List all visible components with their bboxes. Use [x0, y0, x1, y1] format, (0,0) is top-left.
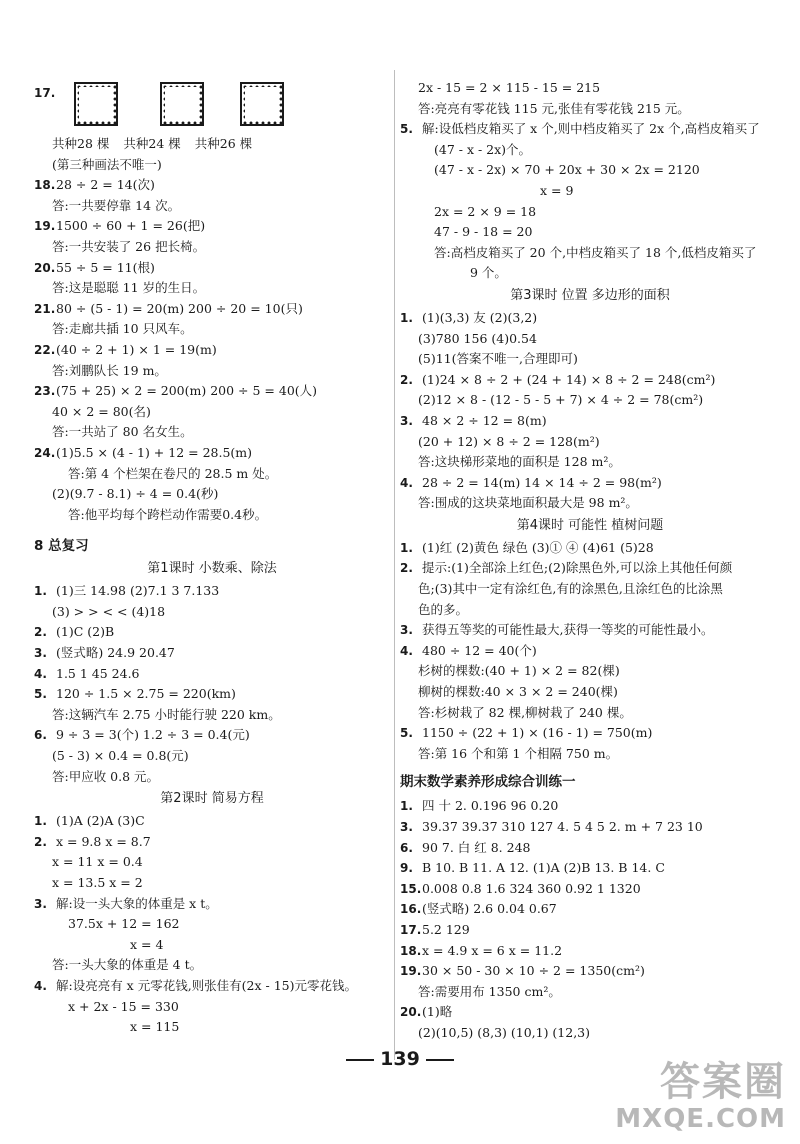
answer-line — [34, 684, 390, 705]
answer-line — [34, 705, 390, 726]
answer-text: (3)780 156 (4)0.54 — [418, 330, 537, 346]
answer-text: (1)略 — [422, 1004, 453, 1020]
answer-text: B 10. B 11. A 12. (1)A (2)B 13. B 14. C — [422, 860, 665, 876]
answer-text: 答:这是聪聪 11 岁的生日。 — [52, 280, 206, 296]
answer-line — [400, 370, 780, 391]
answer-line — [400, 620, 780, 641]
answer-text: (47 - x - 2x) × 70 + 20x + 30 × 2x = 2120 — [434, 162, 700, 178]
question-number: 5. — [34, 687, 47, 702]
tree-square-figure — [160, 82, 204, 126]
answer-line — [400, 899, 780, 920]
answer-text: 答:高档皮箱买了 20 个,中档皮箱买了 18 个,低档皮箱买了 — [434, 244, 757, 260]
answer-line — [34, 196, 390, 217]
answer-text: (40 ÷ 2 + 1) × 1 = 19(m) — [56, 341, 217, 357]
watermark-text: 答案圈 — [660, 1059, 786, 1105]
watermark-logo — [615, 1060, 786, 1134]
answer-line — [400, 579, 780, 600]
answer-text: (1)C (2)B — [56, 624, 115, 640]
answer-text: 答:杉树栽了 82 棵,柳树栽了 240 棵。 — [418, 704, 632, 720]
answer-line — [400, 78, 780, 99]
answer-line — [34, 361, 390, 382]
answer-line — [34, 1017, 390, 1038]
answer-text: x = 11 x = 0.4 — [52, 854, 143, 870]
answer-line — [34, 602, 390, 623]
answer-line — [400, 538, 780, 559]
answer-text: 40 × 2 = 80(名) — [52, 403, 151, 419]
answer-text: x = 4 — [130, 936, 164, 952]
question-number: 15. — [400, 881, 422, 896]
answer-line — [34, 237, 390, 258]
answer-line — [400, 243, 780, 264]
answer-text: 37.5x + 12 = 162 — [68, 916, 180, 932]
answer-line — [400, 349, 780, 370]
question-number: 3. — [400, 413, 413, 428]
question-number: 18. — [400, 943, 422, 958]
answer-line — [400, 390, 780, 411]
answer-text: 答:这块梯形菜地的面积是 128 m²。 — [418, 454, 621, 470]
answer-text: 2x = 2 × 9 = 18 — [434, 203, 537, 219]
answer-text: (1)24 × 8 ÷ 2 + (24 + 14) × 8 ÷ 2 = 248(cm²) — [422, 371, 716, 387]
answer-line — [400, 982, 780, 1003]
question-number: 6. — [34, 728, 47, 743]
question-number: 6. — [400, 840, 413, 855]
answer-line — [400, 558, 780, 579]
answer-text: (20 + 12) × 8 ÷ 2 = 128(m²) — [418, 433, 600, 449]
answer-line — [34, 216, 390, 237]
question-number: 2. — [400, 372, 413, 387]
answer-text: 答:刘鹏队长 19 m。 — [52, 362, 167, 378]
answer-line — [400, 858, 780, 879]
lesson-title: 第4课时 可能性 植树问题 — [516, 517, 664, 533]
question-number: 1. — [400, 310, 413, 325]
answer-line — [400, 99, 780, 120]
answer-text: 答:一共站了 80 名女生。 — [52, 424, 193, 440]
answer-text: (5 - 3) × 0.4 = 0.8(元) — [52, 748, 189, 764]
answer-line — [34, 622, 390, 643]
answer-line — [34, 935, 390, 956]
answer-text: 获得五等奖的可能性最大,获得一等奖的可能性最小。 — [422, 622, 714, 638]
answer-line — [400, 879, 780, 900]
answer-line — [400, 181, 780, 202]
question-number: 17. — [34, 86, 56, 100]
answer-text: 答:需要用布 1350 cm²。 — [418, 983, 561, 999]
answer-line — [34, 443, 390, 464]
answer-line — [400, 641, 780, 662]
answer-line — [400, 452, 780, 473]
q17-tree-counts — [34, 134, 390, 155]
question-number: 3. — [400, 820, 413, 834]
answer-line — [34, 402, 390, 423]
answer-line — [34, 811, 390, 832]
answer-line — [400, 263, 780, 284]
question-number: 1. — [400, 540, 413, 555]
answer-line — [400, 119, 780, 140]
answer-text: 答:一共要停靠 14 次。 — [52, 197, 181, 213]
question-number: 18. — [34, 178, 56, 193]
question-number: 3. — [34, 896, 47, 911]
tree-square-figure — [240, 82, 284, 126]
answer-text: (47 - x - 2x)个。 — [434, 141, 532, 157]
watermark-url: MXQE.COM — [615, 1104, 786, 1134]
answer-line — [400, 817, 780, 838]
right-answers-d — [400, 796, 780, 1043]
answer-text: 提示:(1)全部涂上红色;(2)除黑色外,可以涂上其他任何颜 — [422, 560, 733, 576]
answer-line — [34, 381, 390, 402]
answer-line — [400, 838, 780, 859]
answer-line — [400, 1002, 780, 1023]
question-number: 5. — [400, 726, 413, 741]
exam-title: 期末数学素养形成综合训练一 — [400, 774, 576, 791]
answer-line — [400, 682, 780, 703]
answer-line — [34, 894, 390, 915]
question-number: 21. — [34, 301, 56, 316]
question-number: 23. — [34, 384, 56, 399]
answer-text: 30 × 50 - 30 × 10 ÷ 2 = 1350(cm²) — [422, 963, 645, 979]
answer-line — [400, 411, 780, 432]
answer-line — [400, 432, 780, 453]
question-number: 20. — [400, 1005, 422, 1020]
answer-line — [400, 941, 780, 962]
page-number: 139 — [0, 1048, 800, 1070]
answer-text: (2)(10,5) (8,3) (10,1) (12,3) — [418, 1024, 591, 1040]
answer-text: x = 9 — [540, 182, 574, 198]
answer-line — [400, 202, 780, 223]
answer-line — [34, 873, 390, 894]
answer-line — [34, 664, 390, 685]
section-title: 8 总复习 — [34, 538, 89, 555]
answer-text: 答:第 16 个和第 1 个相隔 750 m。 — [418, 745, 619, 761]
answer-line — [34, 464, 390, 485]
answer-text: 1500 ÷ 60 + 1 = 26(把) — [56, 218, 206, 234]
answer-line — [400, 920, 780, 941]
answer-text: 28 ÷ 2 = 14(次) — [56, 177, 155, 193]
question-number: 4. — [34, 666, 47, 681]
column-divider — [394, 70, 395, 1060]
answer-line — [400, 723, 780, 744]
question-number: 4. — [400, 643, 413, 658]
question-number: 9. — [400, 861, 413, 876]
answer-text: 答:第 4 个栏架在卷尺的 28.5 m 处。 — [68, 465, 278, 481]
answer-text: 答:围成的这块菜地面积最大是 98 m²。 — [418, 495, 638, 511]
answer-line — [400, 493, 780, 514]
answer-text: 47 - 9 - 18 = 20 — [434, 224, 533, 240]
answer-line — [34, 997, 390, 1018]
question-number: 2. — [34, 834, 47, 849]
answer-text: 答:亮亮有零花钱 115 元,张佳有零花钱 215 元。 — [418, 100, 690, 116]
answer-text: (1)5.5 × (4 - 1) + 12 = 28.5(m) — [56, 444, 253, 460]
answer-line — [34, 832, 390, 853]
answer-text: 5.2 129 — [422, 921, 470, 937]
answer-text: 1.5 1 45 24.6 — [56, 665, 140, 681]
left-answers-b — [34, 581, 390, 787]
answer-text: 答:他平均每个跨栏动作需要0.4秒。 — [68, 506, 268, 522]
tree-square-figure — [74, 82, 118, 126]
left-answers-c — [34, 811, 390, 1038]
answer-line — [400, 329, 780, 350]
question-number: 22. — [34, 342, 56, 357]
question-number: 24. — [34, 445, 56, 460]
answer-text: 答:甲应收 0.8 元。 — [52, 768, 160, 784]
answer-text: 55 ÷ 5 = 11(根) — [56, 259, 155, 275]
answer-line — [400, 308, 780, 329]
answer-text: (5)11(答案不唯一,合理即可) — [418, 351, 578, 367]
answer-text: 答:这辆汽车 2.75 小时能行驶 220 km。 — [52, 706, 281, 722]
q17-figures — [34, 78, 390, 134]
answer-text: x = 9.8 x = 8.7 — [56, 833, 151, 849]
answer-text: 色;(3)其中一定有涂红色,有的涂黑色,且涂红色的比涂黑 — [418, 581, 723, 597]
answer-line — [34, 258, 390, 279]
answer-text: 色的多。 — [418, 601, 469, 617]
answer-text: 解:设亮亮有 x 元零花钱,则张佳有(2x - 15)元零花钱。 — [56, 977, 358, 993]
question-number: 4. — [400, 475, 413, 490]
answer-text: 9 个。 — [470, 265, 507, 281]
answer-text: (75 + 25) × 2 = 200(m) 200 ÷ 5 = 40(人) — [56, 383, 318, 399]
answer-line — [400, 473, 780, 494]
answer-line — [34, 725, 390, 746]
answer-line — [34, 340, 390, 361]
answer-text: (竖式略) 24.9 20.47 — [56, 645, 175, 661]
answer-text: 杉树的棵数:(40 + 1) × 2 = 82(棵) — [418, 663, 620, 679]
answer-line — [34, 278, 390, 299]
question-number: 4. — [34, 978, 47, 993]
question-number: 20. — [34, 260, 56, 275]
answer-line — [34, 914, 390, 935]
answer-line — [34, 505, 390, 526]
answer-text: (1)红 (2)黄色 绿色 (3)① ④ (4)61 (5)28 — [422, 539, 654, 555]
answer-text: (2)(9.7 - 8.1) ÷ 4 = 0.4(秒) — [52, 486, 219, 502]
answer-text: (1)三 14.98 (2)7.1 3 7.133 — [56, 583, 220, 599]
answer-text: x = 13.5 x = 2 — [52, 875, 143, 890]
answer-line — [400, 961, 780, 982]
answer-line — [34, 746, 390, 767]
answer-line — [400, 160, 780, 181]
answer-line — [34, 422, 390, 443]
answer-text: x + 2x - 15 = 330 — [68, 998, 179, 1014]
answer-line — [34, 976, 390, 997]
answer-line — [34, 175, 390, 196]
answer-text: 9 ÷ 3 = 3(个) 1.2 ÷ 3 = 0.4(元) — [56, 727, 250, 743]
answer-text: 28 ÷ 2 = 14(m) 14 × 14 ÷ 2 = 98(m²) — [422, 474, 662, 490]
answer-text: (竖式略) 2.6 0.04 0.67 — [422, 901, 557, 917]
answer-text: 2x - 15 = 2 × 115 - 15 = 215 — [418, 80, 601, 95]
answer-text: 解:设一头大象的体重是 x t。 — [56, 895, 218, 911]
tree-count: 共种26 棵 — [194, 136, 253, 151]
answer-text: (2)12 × 8 - (12 - 5 - 5 + 7) × 4 ÷ 2 = 78(cm²) — [418, 392, 704, 408]
question-number: 17. — [400, 922, 422, 937]
answer-line — [34, 852, 390, 873]
answer-line — [34, 299, 390, 320]
answer-text: 答:一共安装了 26 把长椅。 — [52, 238, 206, 254]
answer-text: (3) > > < < (4)18 — [52, 603, 166, 619]
right-column — [400, 78, 780, 1044]
answer-text: 0.008 0.8 1.6 324 360 0.92 1 1320 — [422, 880, 641, 896]
answer-text: 90 7. 白 红 8. 248 — [422, 839, 531, 855]
right-answers-a — [400, 78, 780, 284]
answer-line — [400, 703, 780, 724]
answer-line — [34, 484, 390, 505]
tree-count: 共种28 棵 — [52, 136, 110, 151]
answer-text: x = 115 — [130, 1019, 180, 1035]
answer-line — [34, 581, 390, 602]
question-number: 16. — [400, 902, 422, 917]
right-answers-c — [400, 538, 780, 765]
answer-line — [34, 955, 390, 976]
question-number: 2. — [34, 625, 47, 640]
right-answers-b — [400, 308, 780, 514]
answer-text: 480 ÷ 12 = 40(个) — [422, 642, 537, 658]
question-number: 5. — [400, 122, 413, 137]
answer-text: 120 ÷ 1.5 × 2.75 = 220(km) — [56, 686, 236, 702]
answer-text: 解:设低档皮箱买了 x 个,则中档皮箱买了 2x 个,高档皮箱买了 — [422, 121, 760, 137]
answer-text: 四 十 2. 0.196 96 0.20 — [422, 798, 559, 814]
answer-line — [34, 319, 390, 340]
answer-text: 39.37 39.37 310 127 4. 5 4 5 2. m + 7 23 10 — [422, 819, 703, 834]
answer-line — [400, 661, 780, 682]
answer-text: 答:一头大象的体重是 4 t。 — [52, 957, 203, 973]
answer-text: 48 × 2 ÷ 12 = 8(m) — [422, 412, 547, 428]
lesson-title: 第3课时 位置 多边形的面积 — [510, 287, 670, 303]
answer-line — [400, 140, 780, 161]
question-number: 3. — [34, 646, 47, 661]
answer-line — [34, 767, 390, 788]
question-number: 19. — [400, 964, 422, 979]
answer-line — [400, 222, 780, 243]
answer-line — [400, 600, 780, 621]
answer-text: (1)A (2)A (3)C — [56, 813, 145, 829]
lesson-title: 第2课时 简易方程 — [160, 791, 264, 807]
answer-line — [400, 1023, 780, 1044]
question-number: 1. — [400, 799, 413, 814]
answer-text: 1150 ÷ (22 + 1) × (16 - 1) = 750(m) — [422, 725, 653, 741]
answer-text: 柳树的棵数:40 × 3 × 2 = 240(棵) — [418, 684, 618, 700]
left-column — [34, 78, 390, 1038]
answer-text: (1)(3,3) 友 (2)(3,2) — [422, 309, 538, 325]
lesson-title: 第1课时 小数乘、除法 — [147, 561, 277, 577]
question-number: 1. — [34, 584, 47, 599]
answer-text: x = 4.9 x = 6 x = 11.2 — [422, 942, 563, 958]
question-number: 1. — [34, 814, 47, 829]
answer-line — [34, 643, 390, 664]
q17-note: (第三种画法不唯一) — [52, 156, 162, 172]
tree-count: 共种24 棵 — [123, 136, 181, 151]
answer-text: 80 ÷ (5 - 1) = 20(m) 200 ÷ 20 = 10(只) — [56, 300, 303, 316]
left-answers-a — [34, 175, 390, 525]
question-number: 19. — [34, 219, 56, 234]
question-number: 3. — [400, 623, 413, 638]
question-number: 2. — [400, 561, 413, 576]
answer-text: 答:走廊共插 10 只风车。 — [52, 321, 193, 337]
answer-line — [400, 744, 780, 765]
answer-line — [400, 796, 780, 817]
